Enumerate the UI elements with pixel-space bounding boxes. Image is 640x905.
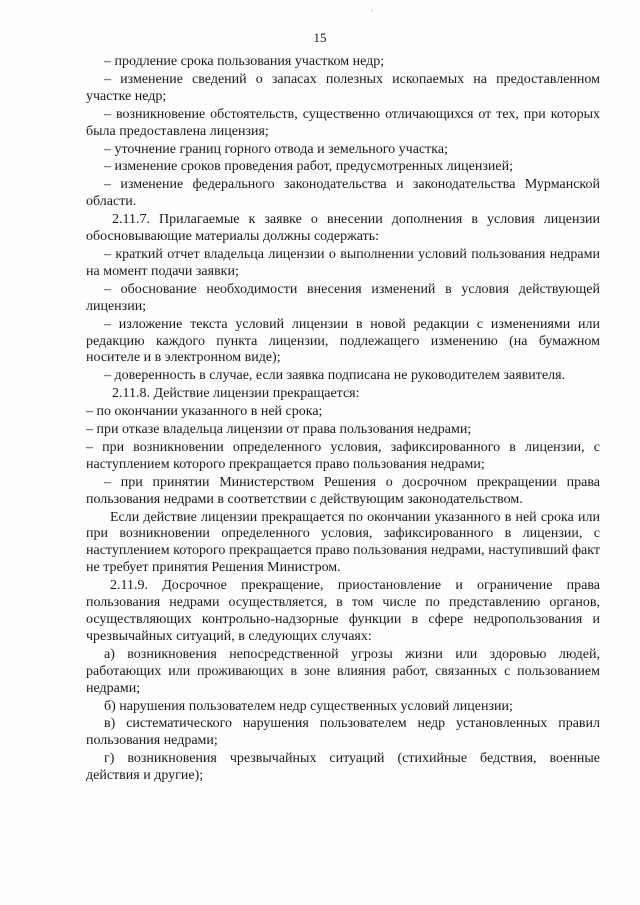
list-item-b: б) нарушения пользователем недр существенных условий лицензии; — [104, 698, 513, 714]
list-item-report: – краткий отчет владельца лицензии о выполнении условий пользования недрами на момент подачи заявки; — [86, 246, 600, 279]
list-item-circumstances: – возникновение обстоятельств, существенно отличающихся от тех, при которых была предоставлена лицензия; — [86, 106, 600, 139]
list-item-deadlines: – изменение сроков проведения работ, предусмотренных лицензией; — [104, 159, 513, 175]
document-body — [86, 54, 600, 786]
paragraph-no-decision: Если действие лицензии прекращается по окончании указанного в ней срока или при возникновении определенного условия, зафиксированного в лицензии, с наступлением которого прекращается право пользования недрами, наступивший факт не требует принятия Решения Министром. — [86, 509, 600, 576]
list-item-power-of-attorney: – доверенность в случае, если заявка подписана не руководителем заявителя. — [104, 368, 566, 384]
list-item-a: а) возникновения непосредственной угрозы жизни или здоровью людей, работающих или проживающих в зоне влияния работ, связанных с пользованием недрами; — [86, 646, 600, 696]
list-item-legislation: – изменение федерального законодательства и законодательства Мурманской области. — [86, 177, 600, 210]
list-item-early-termination: – при принятии Министерством Решения о досрочном прекращении права пользования недрами в соответствии с действующим законодательством. — [86, 474, 600, 507]
list-item-d: г) возникновения чрезвычайных ситуаций (стихийные бедствия, военные действия и другие); — [86, 751, 600, 784]
clause-2-11-8: 2.11.8. Действие лицензии прекращается: — [112, 386, 360, 402]
list-item-term-end: – по окончании указанного в ней срока; — [86, 404, 323, 420]
list-item-condition: – при возникновении определенного условия, зафиксированного в лицензии, с наступлением которого прекращается право пользования недрами; — [86, 439, 600, 472]
page-number: 15 — [313, 30, 327, 45]
list-item-c: в) систематического нарушения пользователем недр установленных правил пользования недрами; — [86, 716, 600, 749]
list-item-justification: – обоснование необходимости внесения изменений в условия действующей лицензии; — [86, 281, 600, 314]
list-item-refusal: – при отказе владельца лицензии от права пользования недрами; — [86, 422, 472, 438]
list-item-extension: – продление срока пользования участком недр; — [104, 54, 385, 69]
scan-mark: ' — [371, 8, 373, 18]
clause-2-11-9: 2.11.9. Досрочное прекращение, приостановление и ограничение права пользования недрами осуществляется, в том числе по представлению органов, осуществляющих контрольно-надзорные функции в сфере недропользования и чрезвычайных ситуаций, в следующих случаях: — [86, 578, 600, 644]
list-item-boundaries: – уточнение границ горного отвода и земельного участка; — [104, 141, 448, 157]
list-item-new-text: – изложение текста условий лицензии в новой редакции с изменениями или редакцию каждого пункта лицензии, подлежащего изменению (на бумажном носителе и в электронном виде); — [86, 316, 600, 366]
list-item-reserves: – изменение сведений о запасах полезных ископаемых на предоставленном участке недр; — [86, 71, 600, 104]
clause-2-11-7: 2.11.7. Прилагаемые к заявке о внесении дополнения в условия лицензии обосновывающие материалы должны содержать: — [86, 212, 600, 245]
